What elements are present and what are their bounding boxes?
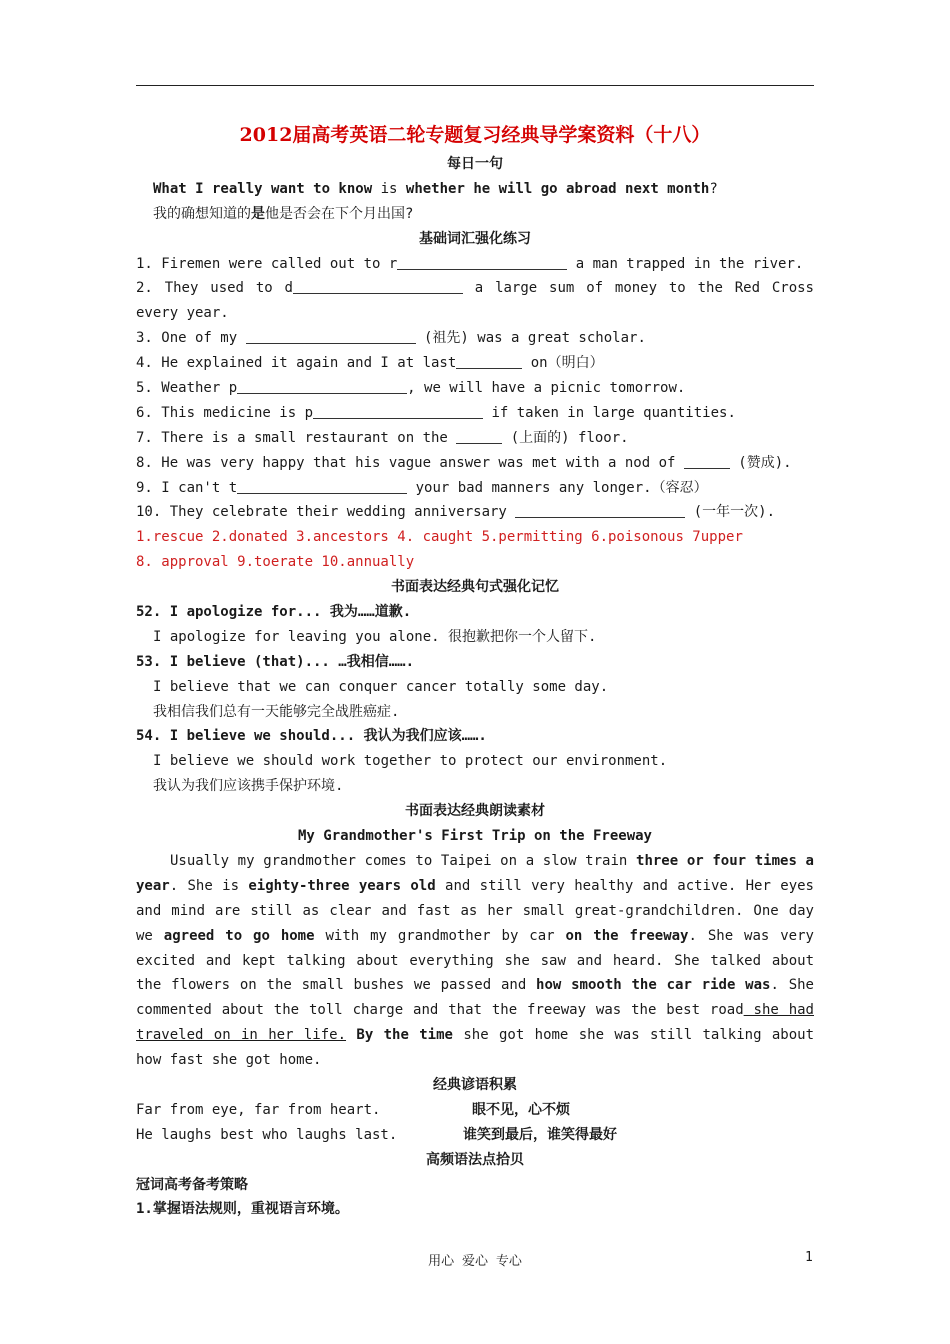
story-text-run: how fast she got home. <box>136 1052 322 1069</box>
vocab-item-text: , we will have a picnic tomorrow. <box>407 380 686 397</box>
page-footer: 用心 爱心 专心 <box>428 1254 522 1269</box>
pattern-example: I apologize for leaving you alone. 很抱歉把你一个人留下. <box>153 628 597 645</box>
story-text-run: and mind are still as clear and fast as her small great-grandchildren. One day <box>136 902 814 919</box>
story-line <box>136 973 814 998</box>
answer-blank <box>397 255 567 270</box>
story-line <box>136 899 814 924</box>
story-bold-run: how smooth the car ride was <box>536 977 771 994</box>
vocab-item-text: 5. Weather p <box>136 380 238 397</box>
answer-blank <box>313 404 483 419</box>
vocab-answers-2: 8. approval 9.toerate 10.annually <box>136 554 415 571</box>
document-body <box>136 118 814 1222</box>
vocab-item <box>136 451 814 476</box>
answer-blank <box>237 479 407 494</box>
answer-blank <box>237 379 407 394</box>
vocab-item <box>136 426 814 451</box>
vocab-item-text: 7. There is a small restaurant on the <box>136 429 457 446</box>
vocab-item <box>136 326 814 351</box>
vocab-item <box>136 276 814 301</box>
patterns-list <box>136 600 814 799</box>
story-text-run: she got home she was still talking about <box>452 1027 815 1044</box>
story-text-run: and still very healthy and active. Her eyes <box>435 877 814 894</box>
proverb-chinese: 眼不见，心不烦 <box>472 1101 570 1118</box>
vocab-item-text: (上面的) floor. <box>502 429 629 446</box>
story-title: My Grandmother's First Trip on the Freeway <box>297 828 652 845</box>
vocab-item-text: every year. <box>136 305 229 322</box>
story-text-run: . She <box>770 977 814 994</box>
daily-sentence <box>136 177 814 202</box>
pattern-title: 53. I believe (that)... …我相信……. <box>136 653 415 670</box>
story-line <box>136 1048 814 1073</box>
vocab-item <box>136 476 814 501</box>
story-line <box>136 998 814 1023</box>
vocab-item <box>136 376 814 401</box>
daily-bold-2: whether he will go abroad next month <box>405 180 710 197</box>
patterns-heading: 书面表达经典句式强化记忆 <box>391 579 559 596</box>
story-bold-run: three or four times a <box>636 852 814 869</box>
vocab-item-text: 8. He was very happy that his vague answer was met with a nod of <box>136 454 684 471</box>
vocab-item-text: a man trapped in the river. <box>567 255 804 272</box>
story-bold-run: eighty-three years old <box>248 877 436 894</box>
story-line <box>136 849 814 874</box>
vocab-item-text: 2. They used to d <box>136 280 293 297</box>
reading-heading: 书面表达经典朗读素材 <box>405 803 545 820</box>
daily-trans-b: 是 <box>251 205 265 222</box>
daily-bold-1: What I really want to know <box>153 180 373 197</box>
daily-qmark: ? <box>709 180 718 197</box>
vocab-item-text: 10. They celebrate their wedding anniversary <box>136 504 516 521</box>
proverbs-heading: 经典谚语积累 <box>433 1076 517 1093</box>
page-title: 2012届高考英语二轮专题复习经典导学案资料（十八） <box>239 124 711 146</box>
vocab-item <box>136 500 814 525</box>
vocab-item-text: a large sum of money to the Red Cross <box>462 280 814 297</box>
story-line <box>136 1023 814 1048</box>
proverb-english: Far from eye, far from heart. <box>136 1101 381 1118</box>
vocab-item-text: 4. He explained it again and I at last <box>136 355 457 372</box>
story-text-run: with my grandmother by car <box>314 927 566 944</box>
header-rule <box>136 85 814 86</box>
story-underlined-run: she had <box>743 1002 814 1019</box>
vocab-item-text: (祖先) was a great scholar. <box>415 330 646 347</box>
story-bold-run: on the freeway <box>565 927 689 944</box>
vocab-item-text: on（明白） <box>522 355 604 372</box>
story-line <box>136 949 814 974</box>
story-bold-run: year <box>136 877 170 894</box>
grammar-heading: 高频语法点拾贝 <box>426 1151 524 1168</box>
proverb-row <box>136 1098 814 1123</box>
story-text-run: we <box>136 927 164 944</box>
proverbs-list <box>136 1098 814 1148</box>
page-number: 1 <box>805 1250 813 1265</box>
story-bold-run: agreed to go home <box>163 927 315 944</box>
vocab-item-text: 6. This medicine is p <box>136 404 314 421</box>
daily-plain: is <box>380 180 398 197</box>
vocab-item-text: 1. Firemen were called out to r <box>136 255 398 272</box>
vocab-item-text: 9. I can't t <box>136 479 238 496</box>
story-line <box>136 874 814 899</box>
answer-blank <box>456 354 522 369</box>
answer-blank <box>515 503 685 518</box>
answer-blank <box>456 429 502 444</box>
vocab-item-text: (一年一次). <box>685 504 776 521</box>
story-text-run: Usually my grandmother comes to Taipei on a slow train <box>170 852 637 869</box>
pattern-title: 54. I believe we should... 我认为我们应该……. <box>136 728 487 745</box>
vocab-item-text: 3. One of my <box>136 330 246 347</box>
answer-blank <box>246 329 416 344</box>
answer-blank <box>684 454 730 469</box>
vocab-answers-1: 1.rescue 2.donated 3.ancestors 4. caught 5.permitting 6.poisonous 7upper <box>136 529 743 546</box>
story-text <box>136 849 814 1073</box>
vocab-heading: 基础词汇强化练习 <box>419 230 531 247</box>
proverb-english: He laughs best who laughs last. <box>136 1126 398 1143</box>
vocab-item <box>136 351 814 376</box>
pattern-example: I believe that we can conquer cancer totally some day. <box>153 678 609 695</box>
vocab-item <box>136 301 814 326</box>
daily-translation <box>136 202 814 227</box>
proverb-chinese: 谁笑到最后，谁笑得最好 <box>463 1126 617 1143</box>
story-line <box>136 924 814 949</box>
vocab-item <box>136 252 814 277</box>
daily-trans-c: 他是否会在下个月出国? <box>265 205 414 222</box>
vocab-item-text: (赞成). <box>729 454 792 471</box>
pattern-translation: 我认为我们应该携手保护环境. <box>153 778 344 795</box>
story-bold-run: By the time <box>356 1027 453 1044</box>
pattern-title: 52. I apologize for... 我为……道歉. <box>136 604 412 621</box>
story-text-run: . She was very <box>688 927 814 944</box>
story-text-run <box>346 1027 356 1043</box>
vocab-list <box>136 252 814 526</box>
vocab-item-text: your bad manners any longer.（容忍） <box>407 479 708 496</box>
pattern-example: I believe we should work together to protect our environment. <box>153 753 668 770</box>
story-underlined-run: traveled on in her life. <box>136 1027 347 1044</box>
story-text-run: excited and kept talking about everything she saw and heard. She talked about <box>136 952 814 969</box>
vocab-item-text: if taken in large quantities. <box>483 404 736 421</box>
daily-heading: 每日一句 <box>447 156 503 172</box>
grammar-subheading: 冠词高考备考策略 <box>136 1176 248 1193</box>
proverb-row <box>136 1123 814 1148</box>
pattern-translation: 我相信我们总有一天能够完全战胜癌症. <box>153 703 400 720</box>
grammar-point-1: 1.掌握语法规则，重视语言环境。 <box>136 1201 349 1218</box>
story-text-run: . She is <box>169 877 249 894</box>
story-text-run: the flowers on the small bushes we passed and <box>136 977 537 994</box>
answer-blank <box>293 279 463 294</box>
vocab-item <box>136 401 814 426</box>
story-text-run: commented about the toll charge and that the freeway was the best road <box>136 1002 744 1019</box>
daily-trans-a: 我的确想知道的 <box>153 205 251 222</box>
